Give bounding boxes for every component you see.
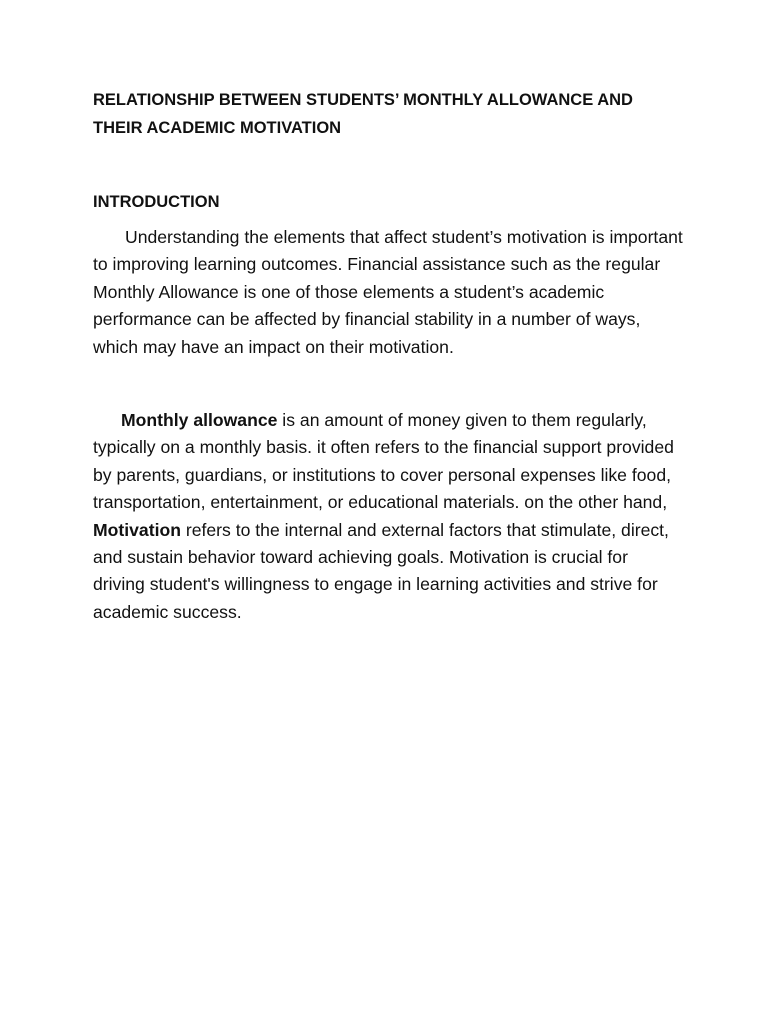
term-motivation: Motivation <box>93 519 181 540</box>
paragraph-2-text-part-1: is an amount of money given to them regularly, typically on a monthly basis. it often refers to the financial support provided by parents, guardians, or institutions to cover personal expenses like food, transportation, entertainment, or educational materials. on the other hand, <box>93 410 674 513</box>
section-heading-introduction: INTRODUCTION <box>93 193 220 211</box>
term-monthly-allowance: Monthly allowance <box>121 410 278 431</box>
paragraph-2-text-part-2: refers to the internal and external factors that stimulate, direct, and sustain behavior toward achieving goals. Motivation is crucial for driving student's willingness to engage in learning activities and strive for academic success. <box>93 519 669 622</box>
introduction-paragraph-2 <box>93 407 683 626</box>
document-body <box>93 86 683 626</box>
document-title: RELATIONSHIP BETWEEN STUDENTS’ MONTHLY ALLOWANCE AND THEIR ACADEMIC MOTIVATION <box>93 91 633 137</box>
introduction-paragraph-1: Understanding the elements that affect student’s motivation is important to improving learning outcomes. Financial assistance such as the regular Monthly Allowance is one of those elements a student’s academic performance can be affected by financial stability in a number of ways, which may have an impact on their motivation. <box>93 227 683 357</box>
